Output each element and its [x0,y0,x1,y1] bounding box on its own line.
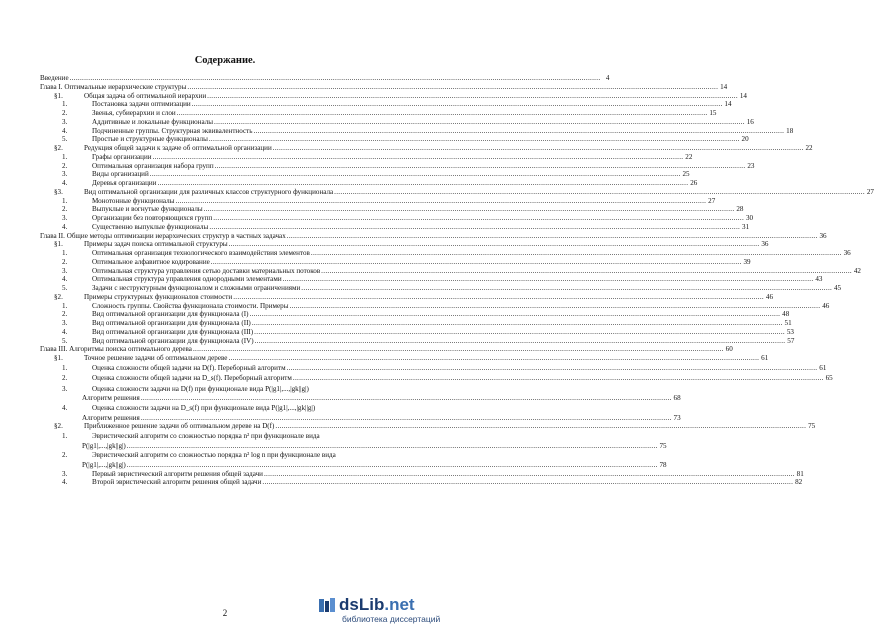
toc-entry-title: Оптимальная структура управления однородными элементами [92,275,282,284]
toc-entry [40,413,681,423]
toc-entry-text [40,345,192,354]
toc-entry-number: 4. [62,478,68,487]
toc-leader-dots [192,100,723,109]
toc-entry-text [40,403,315,414]
toc-entry-page: 81 [796,469,804,478]
toc-leader-dots [229,240,760,249]
toc-entry-number: 2. [62,109,68,117]
toc-entry-text [40,83,186,92]
toc-leader-dots [254,328,785,337]
toc-entry-text [40,223,208,232]
toc-entry-number: 2. [62,451,68,460]
toc-leader-dots [255,337,786,346]
toc-entry-text [40,214,212,223]
toc-entry-number: 1. [62,301,68,310]
watermark [318,596,446,632]
toc-entry-page: 75 [808,422,816,431]
toc-entry-text [40,363,286,374]
toc-entry [40,327,794,337]
toc-entry-text [40,470,263,479]
toc-entry-title: Вид оптимальной организации для функционала (III) [92,327,254,336]
toc-entry-number: 4. [62,126,68,135]
toc-entry [40,135,749,144]
toc-entry-title: P(|g1|,...,|gk||g|) [82,460,126,469]
toc-leader-dots [289,302,820,311]
toc-entry-title: Эвристический алгоритм со сложностью порядка n² log n при функционале вида [92,451,336,460]
toc-entry [40,257,751,267]
toc-entry-number: 2. [62,310,68,319]
toc-entry [40,266,861,276]
toc-entry-title: Монотонные функционалы [92,196,175,205]
toc-entry-text [40,478,261,487]
toc-entry-title: Оценка сложности задачи на D(f) при функционале вида P(|g1|,...,|gk||g|) [92,384,309,393]
toc-entry-text [40,461,126,470]
toc-leader-dots [209,223,740,232]
toc-entry [40,170,690,179]
toc-leader-dots [213,214,744,223]
toc-entry-title: P(|g1|,...,|gk||g|) [82,441,126,450]
toc-entry-page: 16 [746,117,754,126]
toc-entry [40,74,610,83]
toc-entry-text [40,373,292,384]
toc-entry-text [40,179,156,188]
toc-entry-number: 1. [62,100,68,109]
toc-entry-text [40,354,227,363]
toc-entry-page: 51 [784,319,792,327]
toc-entry-page: 36 [761,240,769,249]
toc-entry-title: Примеры структурных функционалов стоимости [84,292,233,301]
toc-leader-dots [70,74,601,83]
toc-entry-text [40,74,69,83]
toc-entry-number: 1. [62,196,68,205]
toc-leader-dots [321,267,852,276]
toc-entry-title: Вид оптимальной организации для функционала (I) [92,310,249,319]
toc-entry-title: Оптимальная организация технологического взаимодействия элементов [92,249,310,257]
table-of-contents [40,74,874,487]
toc-entry-page: 4 [605,74,610,82]
toc-entry-title: Оптимальное алфавитное кодирование [92,257,210,266]
toc-entry-number: 4. [62,404,68,412]
toc-entry-text [40,170,149,179]
toc-entry [40,117,754,127]
toc-entry-number: 3. [62,117,68,126]
toc-entry-text [40,258,210,267]
toc-entry-number: §2. [54,144,63,152]
toc-entry-page: 22 [685,152,693,161]
toc-entry-page: 57 [787,336,795,345]
toc-entry [40,422,816,431]
toc-entry [40,187,874,197]
toc-entry-page: 60 [725,345,733,354]
page-title: Содержание. [194,55,256,66]
toc-entry-page: 45 [834,284,842,292]
toc-entry [40,345,733,354]
toc-entry-title: Общая задача об оптимальной иерархии [84,91,207,100]
toc-entry-page: 14 [724,100,732,109]
toc-entry [40,109,717,118]
toc-entry [40,384,435,395]
toc-entry-text [40,450,336,461]
toc-entry-page: 68 [673,394,681,403]
toc-entry-text [40,442,126,451]
toc-entry-text [40,249,310,258]
toc-entry [40,478,803,487]
toc-entry-page: 36 [843,249,851,257]
toc-leader-dots [127,442,658,451]
toc-leader-dots [249,310,780,319]
toc-entry [40,363,827,374]
toc-entry-title: Выпуклые и вогнутые функционалы [92,205,203,214]
toc-entry [40,179,698,188]
toc-leader-dots [187,83,718,92]
toc-entry [40,249,851,258]
toc-leader-dots [150,170,681,179]
toc-entry-text [40,109,176,118]
toc-entry-number: 5. [62,135,68,144]
toc-entry-title: Оптимальная структура управления сетью доставки материальных потоков [92,266,321,275]
toc-entry-text [40,197,174,206]
toc-entry-text [40,144,272,153]
toc-entry-text [40,92,206,101]
toc-entry-page: 75 [659,441,667,450]
toc-entry-page: 46 [765,292,773,301]
toc-entry [40,431,435,442]
toc-entry-number: 4. [62,222,68,231]
toc-entry-page: 30 [745,214,754,222]
toc-entry-number: §2. [54,422,63,431]
watermark-subtitle: библиотека диссертаций [342,614,441,624]
toc-entry-page: 61 [819,363,827,372]
toc-entry-title: Вид оптимальной организации для функционала (IV) [92,336,254,345]
toc-entry-title: Алгоритм решения [82,394,140,403]
watermark-brand [339,596,446,614]
toc-entry [40,82,728,92]
toc-entry-page: 14 [739,91,747,100]
toc-leader-dots [141,414,672,423]
toc-leader-dots [211,258,742,267]
toc-entry-title: Постановка задачи оптимизации [92,100,191,109]
toc-entry [40,205,744,214]
toc-entry-text [40,135,208,144]
toc-entry-title: Задачи с неструктурным функционалом и сложными ограничениями [92,284,301,292]
toc-entry-text [40,118,213,127]
toc-leader-dots [228,354,759,363]
toc-entry-title: Вид оптимальной организации для различных классов структурного функционала [84,187,334,196]
toc-entry-page: 43 [815,275,823,284]
toc-entry-page: 14 [720,82,728,91]
toc-entry [40,373,833,384]
toc-leader-dots [175,197,706,206]
toc-entry-text [40,205,203,214]
toc-leader-dots [287,232,818,241]
toc-entry-title: Примеры задач поиска оптимальной структуры [84,240,228,249]
toc-entry [40,196,716,206]
toc-entry [40,144,813,153]
toc-leader-dots [177,109,708,118]
toc-entry-number: 3. [62,384,68,393]
toc-entry-title: Аддитивные и локальные функционалы [92,117,213,126]
toc-leader-dots [157,179,688,188]
toc-entry [40,214,754,223]
toc-entry-page: 65 [825,374,833,383]
toc-entry [40,301,830,311]
toc-entry-title: Приближенное решение задачи об оптимальном дереве на D(f) [84,422,275,431]
toc-leader-dots [283,275,814,284]
toc-entry [40,161,755,171]
toc-entry-text [40,384,309,395]
toc-leader-dots [334,188,865,197]
toc-entry-page: 27 [866,187,874,196]
toc-entry-text [40,337,254,346]
toc-entry [40,292,773,302]
toc-entry-title: Второй эвристический алгоритм решения общей задачи [92,478,262,487]
toc-entry-title: Редукция общей задачи к задаче об оптимальной организации [84,144,272,152]
toc-entry-title: Оценка сложности общей задачи на D(f). Переборный алгоритм [92,363,286,372]
toc-entry-page: 25 [682,170,690,179]
toc-leader-dots [233,293,764,302]
toc-entry-number: §2. [54,292,63,301]
toc-entry-number: §1. [54,240,63,249]
toc-entry-number: 3. [62,319,68,327]
toc-entry-title: Глава II. Общие методы оптимизации иерархических структур в частных задачах [40,231,286,240]
toc-entry [40,275,823,284]
toc-entry [40,394,681,403]
toc-entry-title: Звенья, субиерархии и слои [92,109,176,117]
toc-entry-text [40,394,140,403]
toc-leader-dots [127,461,658,470]
toc-entry-number: 1. [62,363,68,372]
toc-leader-dots [153,153,684,162]
toc-entry-page: 18 [786,126,794,135]
toc-entry-number: 5. [62,284,68,292]
toc-leader-dots [273,144,804,153]
toc-entry-text [40,310,248,319]
toc-entry-number: 3. [62,469,68,478]
toc-leader-dots [252,319,783,328]
toc-entry-number: 5. [62,336,68,345]
toc-leader-dots [293,373,824,384]
toc-entry-title: Подчиненные группы. Структурная эквивалентность [92,126,253,135]
toc-entry [40,231,827,241]
toc-leader-dots [204,205,735,214]
toc-entry-title: Глава I. Оптимальные иерархические структуры [40,82,187,91]
toc-leader-dots [301,284,832,293]
toc-entry-title: Сложность группы. Свойства функционала стоимости. Примеры [92,301,289,310]
toc-entry-text [40,302,288,311]
toc-entry-number: 1. [62,249,68,257]
toc-entry-number: 4. [62,327,68,336]
toc-leader-dots [262,478,793,487]
toc-entry [40,91,747,101]
toc-entry-title: Первый эвристический алгоритм решения общей задачи [92,469,263,478]
toc-entry-page: 31 [742,222,750,231]
toc-entry-text [40,275,282,284]
toc-entry [40,222,750,232]
toc-leader-dots [193,345,724,354]
toc-entry-text [40,267,320,276]
toc-entry [40,152,693,162]
toc-entry-number: §1. [54,91,63,100]
toc-leader-dots [264,470,795,479]
toc-entry-text [40,153,152,162]
toc-entry [40,441,667,451]
toc-leader-dots [287,363,818,374]
toc-entry-page: 53 [786,327,794,336]
toc-entry-text [40,319,251,328]
toc-entry [40,450,435,461]
toc-entry-page: 48 [782,310,790,319]
toc-entry-title: Графы организации [92,152,152,161]
watermark-brand-part1: dsLib [339,595,385,614]
toc-entry [40,284,842,293]
toc-entry-text [40,188,333,197]
toc-entry-text [40,162,214,171]
toc-entry [40,126,794,136]
toc-entry-number: 3. [62,170,68,179]
toc-entry-text [40,240,228,249]
toc-entry-page: 78 [659,460,667,469]
toc-entry-title: Алгоритм решения [82,413,140,422]
toc-entry-page: 82 [795,478,803,487]
toc-entry-text [40,232,286,241]
toc-leader-dots [311,249,842,258]
toc-entry [40,469,804,479]
toc-entry-text [40,100,191,109]
toc-entry-number: 4. [62,275,68,284]
watermark-brand-part2: .net [384,595,415,614]
toc-entry-text [40,422,274,431]
toc-entry-title: Введение [40,74,69,82]
toc-entry-title: Виды организаций [92,170,149,179]
toc-entry-page: 39 [743,257,751,266]
toc-entry-title: Оценка сложности задачи на D_s(f) при функционале вида P(|g1|,...,|gk||g|) [92,404,316,412]
toc-entry-number: 1. [62,152,68,161]
toc-entry-page: 27 [708,196,716,205]
dslib-logo-icon [318,597,336,614]
toc-entry-number: 2. [62,205,68,214]
toc-entry-number: 2. [62,257,68,266]
toc-leader-dots [207,92,738,101]
toc-entry-title: Глава III. Алгоритмы поиска оптимального дерева [40,345,192,354]
toc-entry [40,354,769,363]
toc-entry-text [40,293,232,302]
toc-entry-title: Деревья организации [92,179,157,187]
toc-entry-title: Организации без повторяющихся групп [92,214,213,222]
toc-entry-number: 3. [62,214,68,222]
toc-entry-number: 2. [62,374,68,383]
toc-leader-dots [275,422,806,431]
toc-entry-text [40,127,252,136]
toc-entry [40,460,667,470]
toc-entry-page: 36 [819,231,827,240]
toc-leader-dots [209,135,740,144]
toc-entry-number: §3. [54,187,63,196]
toc-entry-text [40,284,300,293]
page-number: 2 [222,608,228,618]
toc-entry-text [40,328,253,337]
toc-entry-page: 42 [853,266,861,275]
toc-entry-title: Оптимальная организация набора групп [92,161,214,170]
toc-entry [40,336,795,346]
toc-entry-page: 26 [690,179,698,187]
toc-leader-dots [214,118,745,127]
toc-entry-number: 1. [62,432,68,440]
toc-entry-title: Эвристический алгоритм со сложностью порядка n² при функционале вида [92,432,320,440]
toc-entry-title: Оценка сложности общей задачи на D_s(f). Переборный алгоритм [92,374,292,383]
toc-entry-page: 46 [822,301,830,310]
toc-entry [40,319,792,328]
toc-leader-dots [141,394,672,403]
toc-entry-title: Существенно выпуклые функционалы [92,222,209,231]
toc-entry [40,240,769,249]
toc-entry-title: Точное решение задачи об оптимальном дереве [84,354,228,362]
toc-entry-page: 22 [805,144,813,152]
toc-entry-number: 2. [62,161,68,170]
toc-entry-page: 15 [709,109,717,117]
toc-entry-page: 28 [736,205,744,214]
toc-entry [40,403,435,414]
toc-entry [40,100,732,109]
toc-entry-number: §1. [54,354,63,362]
toc-entry-page: 23 [747,161,755,170]
toc-entry-title: Вид оптимальной организации для функционала (II) [92,319,251,327]
toc-entry [40,310,790,319]
toc-entry-text [40,414,140,423]
toc-entry-number: 3. [62,266,68,275]
toc-entry-page: 73 [673,413,681,422]
toc-entry-title: Простые и структурные функционалы [92,135,208,144]
toc-leader-dots [215,162,746,171]
toc-entry-number: 4. [62,179,68,187]
toc-leader-dots [253,127,784,136]
toc-entry-page: 61 [761,354,769,362]
toc-entry-text [40,431,320,442]
toc-entry-page: 20 [741,135,749,144]
